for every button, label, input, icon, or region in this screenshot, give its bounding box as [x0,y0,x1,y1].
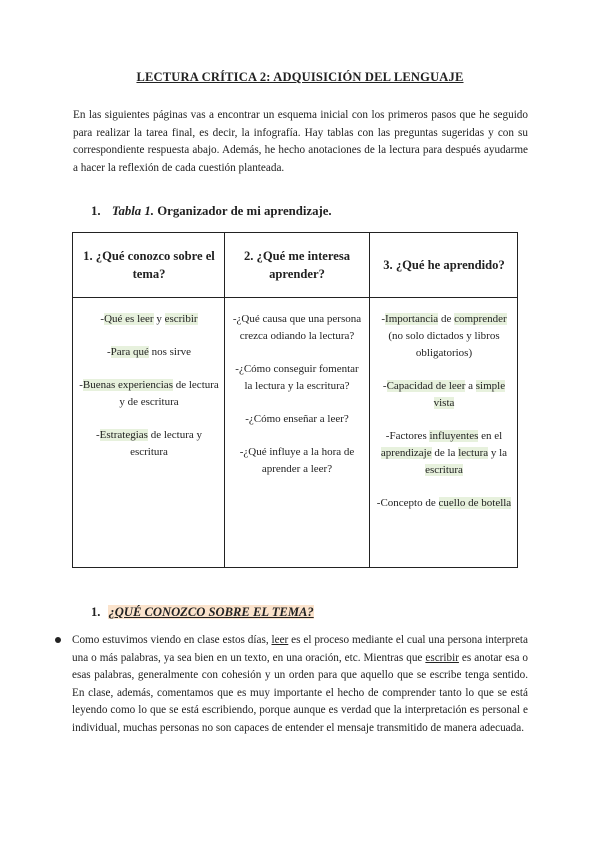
header-learned: 3. ¿Qué he aprendido? [383,258,505,272]
table-heading-text: Organizador de mi aprendizaje. [157,204,332,218]
column-interest [231,311,363,494]
list-item: -Concepto de cuello de botella [376,497,512,509]
column-learned [375,311,513,528]
table-heading [91,204,332,219]
list-item: -¿Qué causa que una persona crezca odiando la lectura? [232,313,362,342]
table-heading-number: 1. [91,204,101,218]
body-paragraph: Como estuvimos viendo en clase estos días, leer es el proceso mediante el cual una persona interpreta una o más palabras, ya sea bien en un texto, en una oración, etc. Mientras que escribir es anotar esa o esas palabras, generalmente con cohesión y un orden para que aquello que se escribe tenga sentido. En clase, además, comentamos que es muy importante el hecho de comprender tanto lo que se está leyendo como lo que se está escribiendo, porque aunque es verdad que la interpretación es personal e individual, muchas personas no son capaces de entender el mensaje transmitido de manera adecuada. [72,634,528,734]
bullet-icon [55,634,63,642]
list-item: -¿Cómo conseguir fomentar la lectura y la escritura? [235,363,359,392]
learning-organizer-table [72,232,518,568]
term-leer: leer [271,634,289,646]
section-heading-text: ¿QUÉ CONOZCO SOBRE EL TEMA? [108,605,314,619]
list-item: -Estrategias de lectura y escritura [96,429,202,458]
term-escribir: escribir [425,651,459,664]
column-divider [369,233,370,567]
list-item: -¿Cómo enseñar a leer? [245,413,349,425]
list-item: -Factores influyentes en el aprendizaje de la lectura y la escritura [380,430,508,476]
list-item: -Importancia de comprender (no solo dictados y libros obligatorios) [381,313,507,359]
list-item: -Qué es leer y escribir [100,313,198,325]
list-item: -Capacidad de leer a simple vista [382,380,506,409]
document-title: LECTURA CRÍTICA 2: ADQUISICIÓN DEL LENGUAJE [136,70,464,84]
list-item: -Buenas experiencias de lectura y de escritura [79,379,219,408]
section-heading [91,605,314,620]
table-heading-label: Tabla 1. [111,204,155,218]
list-item: -¿Qué influye a la hora de aprender a leer? [239,446,355,475]
list-item: -Para qué nos sirve [106,346,192,358]
intro-paragraph: En las siguientes páginas vas a encontrar un esquema inicial con los primeros pasos que he seguido para realizar la tarea final, es decir, la infografía. Hay tablas con las preguntas sugeridas y con su correspondiente respuesta abajo. Además, he hecho anotaciones de la lectura para después ayudarme a hacer la reflexión de cada cuestión planteada. [73,109,528,175]
header-interest: 2. ¿Qué me interesa aprender? [243,249,351,281]
header-know: 1. ¿Qué conozco sobre el tema? [83,249,215,281]
section-heading-number: 1. [91,605,101,619]
column-know [79,311,219,477]
header-divider [73,297,517,298]
column-divider [224,233,225,567]
